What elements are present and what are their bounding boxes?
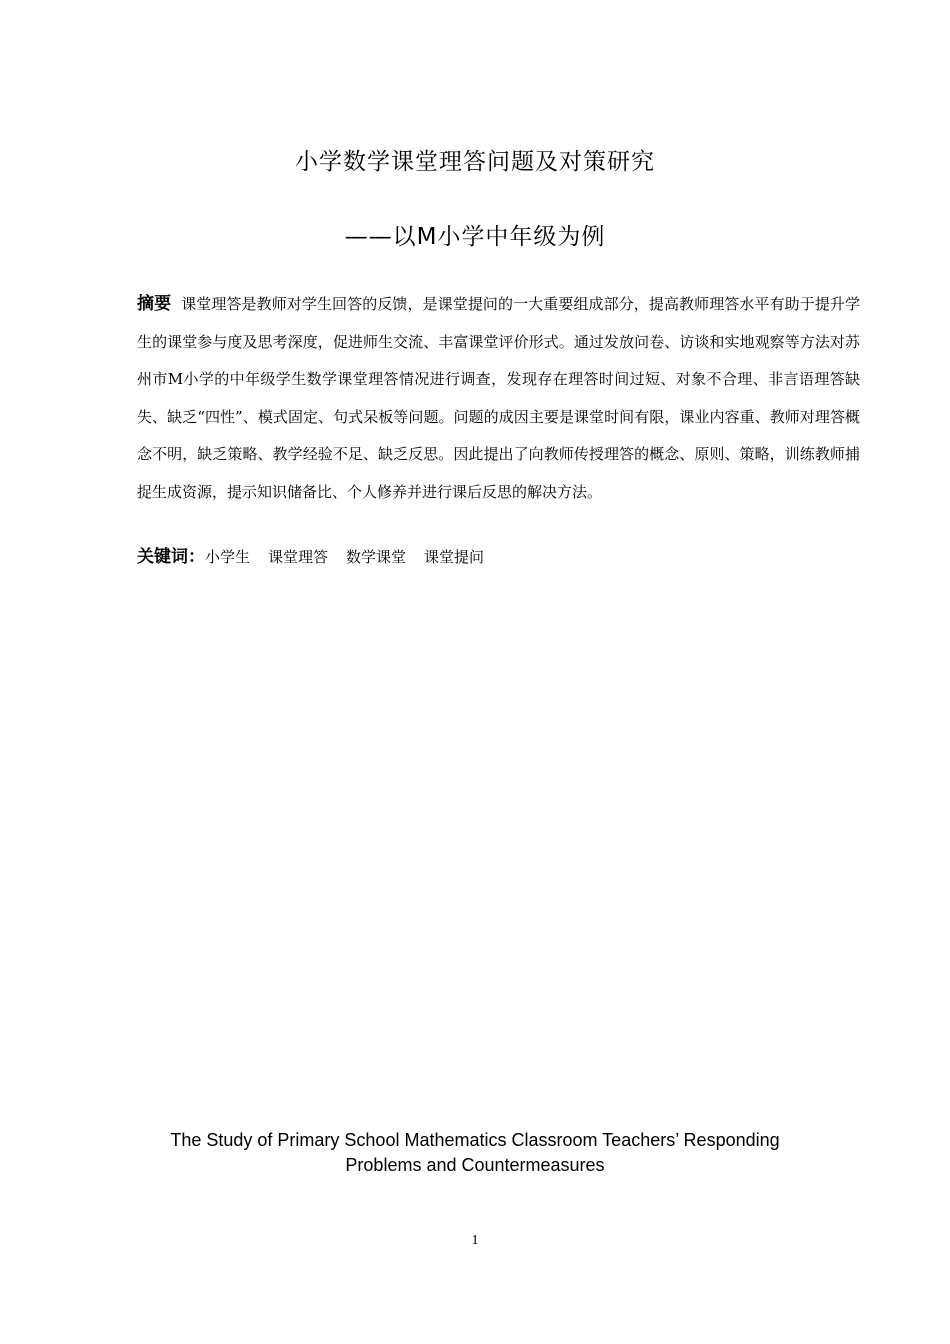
english-title-line2: Problems and Countermeasures xyxy=(345,1155,605,1175)
keyword-item: 数学课堂 xyxy=(346,548,407,566)
page-number: 1 xyxy=(471,1233,479,1248)
english-title-line1: The Study of Primary School Mathematics Classroom Teachers’ Responding xyxy=(170,1130,780,1150)
keyword-item: 小学生 xyxy=(205,548,251,566)
abstract-text: 课堂理答是教师对学生回答的反馈，是课堂提问的一大重要组成部分，提高教师理答水平有助于提升学生的课堂参与度及思考深度，促进师生交流、丰富课堂评价形式。通过发放问卷、访谈和实地观察等方法对苏州市M小学的中年级学生数学课堂理答情况进行调查，发现存在理答时间过短、对象不合理、非言语理答缺失、缺乏“四性”、模式固定、句式呆板等问题。问题的成因主要是课堂时间有限，课业内容重、教师对理答概念不明，缺乏策略、教学经验不足、缺乏反思。因此提出了向教师传授理答的概念、原则、策略，训练教师捕捉生成资源，提示知识储备比、个人修养并进行课后反思的解决方法。 xyxy=(137,295,861,501)
keywords-section xyxy=(137,542,502,572)
keywords-label: 关键词： xyxy=(137,547,205,567)
main-title: 小学数学课堂理答问题及对策研究 xyxy=(295,149,655,175)
keyword-item: 课堂提问 xyxy=(424,548,485,566)
keyword-item: 课堂理答 xyxy=(268,548,329,566)
abstract-label: 摘要 xyxy=(137,294,172,314)
abstract-section xyxy=(137,286,860,511)
sub-title: ——以M小学中年级为例 xyxy=(344,224,606,250)
english-title xyxy=(0,1128,950,1178)
